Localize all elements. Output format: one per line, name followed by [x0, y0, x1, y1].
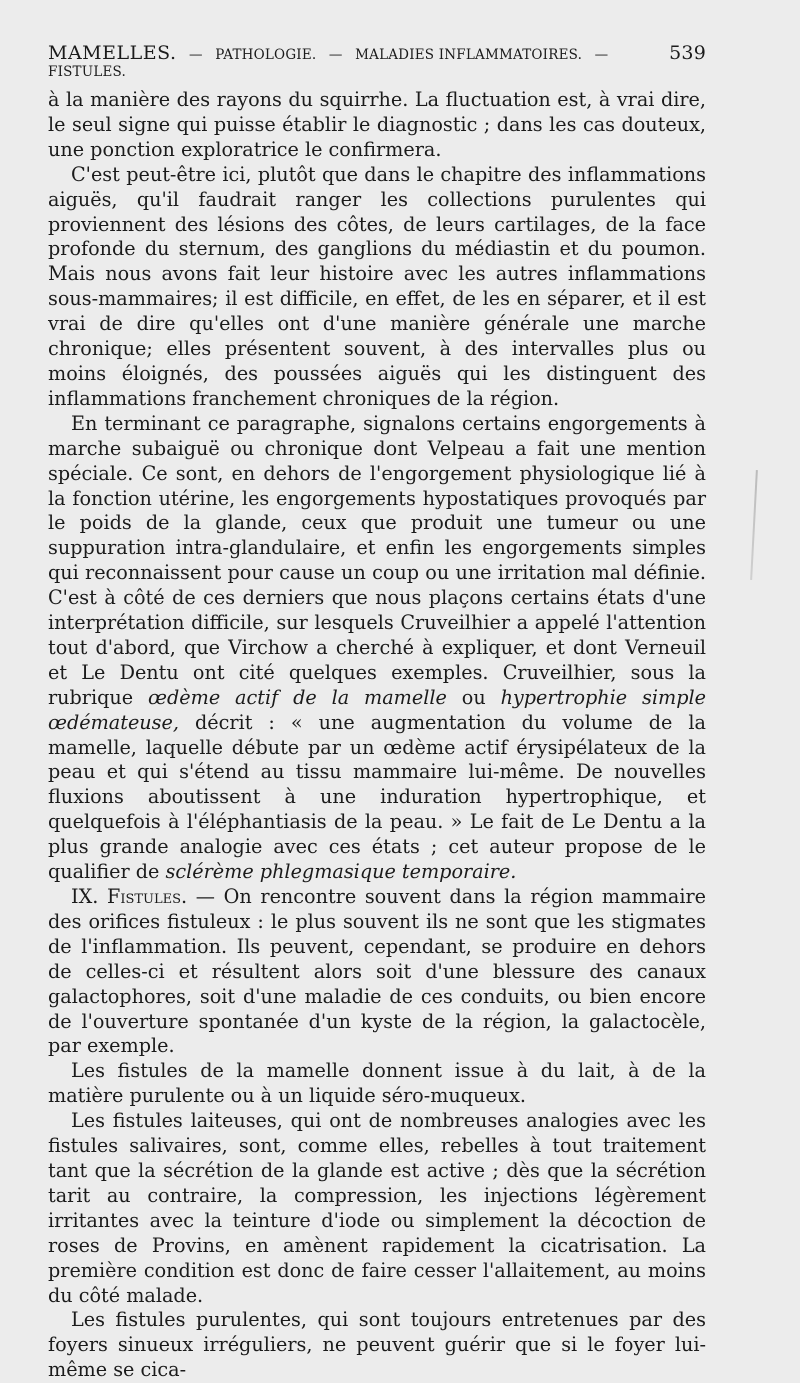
page-body [48, 88, 706, 1383]
margin-pencil-mark [750, 470, 758, 580]
paragraph-3-text-a: En terminant ce paragraphe, signalons certains engorgements à marche subaiguë ou chronique dont Velpeau a fait une mention spéciale. Ce sont, en dehors de l'engorgement physiologique lié à la fonction utérine, les engorgements hypostatiques provoqués par le poids de la glande, ceux que produit une tumeur ou une suppuration intra-glandulaire, et enfin les engorgements simples qui reconnaissent pour cause un coup ou une irritation mal définie. C'est à côté de ces derniers que nous plaçons certains états d'une interprétation difficile, sur lesquels Cruveilhier a appelé l'attention tout d'abord, que Virchow a cherché à expliquer, et dont Verneuil et Le Dentu ont cité quelques exemples. Cruveilhier, sous la rubrique [48, 411, 706, 709]
paragraph-2: C'est peut-être ici, plutôt que dans le chapitre des inflammations aiguës, qu'il faudrait ranger les collections purulentes qui proviennent des lésions des côtes, de leurs cartilages, de la face profonde du sternum, des ganglions du médiastin et du poumon. Mais nous avons fait leur histoire avec les autres inflammations sous-mammaires; il est difficile, en effet, de les en séparer, et il est vrai de dire qu'elles ont d'une manière générale une marche chronique; elles présentent souvent, à des intervalles plus ou moins éloignés, des poussées aiguës qui les distinguent des inflammations franchement chroniques de la région. [48, 162, 706, 410]
paragraph-7: Les fistules purulentes, qui sont toujours entretenues par des foyers sinueux irréguliers, ne peuvent guérir que si le foyer lui-même se cica- [48, 1308, 706, 1382]
italic-term-sclereme: sclérème phlegmasique temporaire. [165, 860, 517, 884]
section-heading-fistules: IX. Fistules. [71, 885, 188, 908]
paragraph-3-text-c: décrit : « une augmentation du volume de la mamelle, laquelle débute par un œdème actif érysipélateux de la peau et qui s'étend au tissu mammaire lui-même. De nouvelles fluxions aboutissent à une induration hypertrophique, et quelquefois à l'éléphantiasis de la peau. » Le fait de Le Dentu a la plus grande analogie avec ces états ; cet auteur propose de le qualifier de [48, 710, 707, 884]
running-header [48, 42, 706, 80]
header-section-fistules: FISTULES. [48, 64, 127, 80]
header-dash: — [328, 47, 343, 63]
header-section-maladies: MALADIES INFLAMMATOIRES. [355, 47, 583, 63]
paragraph-6: Les fistules laiteuses, qui ont de nombreuses analogies avec les fistules salivaires, sont, comme elles, rebelles à tout traitement tant que la sécrétion de la glande est active ; dès que la sécrétion tarit au contraire, la compression, les injections légèrement irritantes avec la teinture d'iode ou simplement la décoction de roses de Provins, en amènent rapidement la cicatrisation. La première condition est donc de faire cesser l'allaitement, au moins du côté malade. [48, 1109, 706, 1307]
header-dash: — [188, 47, 203, 63]
header-title: MAMELLES. [48, 42, 177, 64]
page-number: 539 [669, 42, 706, 64]
italic-term-hypertrophie: hypertrophie simple œdémateuse, [48, 685, 706, 734]
paragraph-1: à la manière des rayons du squirrhe. La fluctuation est, à vrai dire, le seul signe qui puisse établir le diagnostic ; dans les cas douteux, une ponction exploratrice le confirmera. [48, 88, 706, 161]
paragraph-5: Les fistules de la mamelle donnent issue à du lait, à de la matière purulente ou à un liquide séro-muqueux. [48, 1059, 706, 1108]
header-dash: — [594, 47, 609, 63]
paragraph-3 [48, 412, 706, 885]
italic-term-oedeme-actif: œdème actif de la mamelle [148, 685, 447, 709]
paragraph-4-fistules [48, 885, 706, 1059]
paragraph-4-text: — On rencontre souvent dans la région mammaire des orifices fistuleux : le plus souvent ils ne sont que les stigmates de l'inflammation. Ils peuvent, cependant, se produire en dehors de celles-ci et résultent alors soit d'une blessure des canaux galactophores, soit d'une maladie de ces conduits, ou bien encore de l'ouverture spontanée d'un kyste de la région, la galactocèle, par exemple. [48, 885, 706, 1058]
header-section-pathologie: PATHOLOGIE. [215, 47, 317, 63]
paragraph-3-text-b: ou [461, 685, 486, 709]
